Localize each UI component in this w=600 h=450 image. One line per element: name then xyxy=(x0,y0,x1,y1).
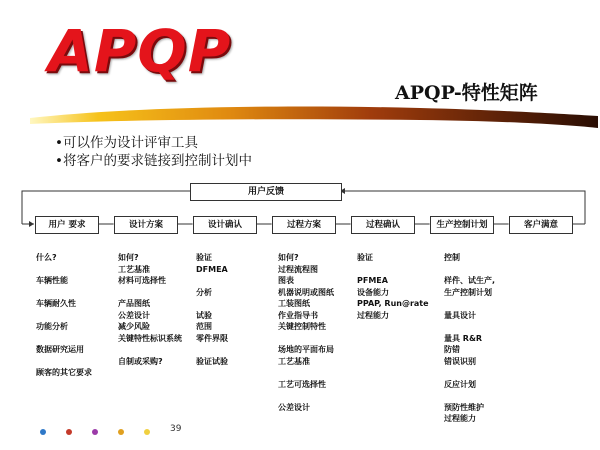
column-item xyxy=(36,356,92,368)
column-item: 过程能力 xyxy=(444,414,476,423)
column-item: 生产控制计划 xyxy=(444,287,492,297)
bullet-list xyxy=(55,134,252,170)
column-item xyxy=(444,321,495,333)
column-item: 减少风险 xyxy=(118,322,150,331)
stage-box-production-control-plan: 生产控制计划 xyxy=(430,216,494,234)
column-item: 过程能力 xyxy=(357,310,389,320)
column-item: 控制 xyxy=(444,253,460,262)
column-item xyxy=(278,390,334,402)
column-item xyxy=(278,367,334,379)
column-item: 关键特性标识系统 xyxy=(118,333,182,343)
bullet-item: •可以作为设计评审工具 xyxy=(55,135,198,151)
column-item: 错误识别 xyxy=(444,356,476,366)
column-item xyxy=(196,298,228,310)
stage-box-process-verification: 过程确认 xyxy=(351,216,415,234)
column-item: 自制或采购? xyxy=(118,356,163,366)
column-production-control xyxy=(444,252,495,425)
column-item xyxy=(118,287,182,299)
column-design-plan xyxy=(118,252,182,367)
stage-box-design-plan: 设计方案 xyxy=(114,216,178,234)
column-item: 功能分析 xyxy=(36,322,68,331)
column-item: 试验 xyxy=(196,310,212,320)
column-item: 工艺基准 xyxy=(278,356,310,366)
column-item xyxy=(444,367,495,379)
column-item: PFMEA xyxy=(357,276,388,285)
footer-dot xyxy=(144,429,150,435)
column-item: 范围 xyxy=(196,322,212,331)
column-item xyxy=(118,344,182,356)
column-item xyxy=(196,344,228,356)
apqp-logo: APQP xyxy=(48,17,232,85)
column-item: 验证 xyxy=(357,253,373,262)
column-item: 车辆性能 xyxy=(36,276,68,285)
column-item: 车辆耐久性 xyxy=(36,299,76,308)
column-item xyxy=(444,298,495,310)
stage-box-process-plan: 过程方案 xyxy=(272,216,336,234)
column-item: 验证试验 xyxy=(196,356,228,366)
column-item: 工装图纸 xyxy=(278,299,310,308)
column-item: 机器说明或图纸 xyxy=(278,287,334,297)
stage-box-customer-requirements: 用户 要求 xyxy=(35,216,99,234)
column-item: 场地的平面布局 xyxy=(278,345,334,354)
column-item: 工艺可选择性 xyxy=(278,379,326,389)
stage-box-customer-satisfaction: 客户满意 xyxy=(509,216,573,234)
page-number: 39 xyxy=(170,424,182,434)
column-item xyxy=(444,264,495,276)
column-item: 产品图纸 xyxy=(118,299,150,308)
page-title: APQP-特性矩阵 xyxy=(395,82,538,104)
column-item xyxy=(357,264,429,276)
column-item: 如何? xyxy=(118,253,139,262)
column-item: 防错 xyxy=(444,345,460,354)
column-item: 公差设计 xyxy=(118,310,150,320)
column-item xyxy=(196,275,228,287)
column-item: 如何? xyxy=(278,253,299,262)
column-item: 零件界限 xyxy=(196,333,228,343)
column-process-plan xyxy=(278,252,334,413)
stage-box-design-verification: 设计确认 xyxy=(193,216,257,234)
column-item xyxy=(36,310,92,322)
column-customer-requirements xyxy=(36,252,92,379)
column-item: 反应计划 xyxy=(444,379,476,389)
footer-dot xyxy=(118,429,124,435)
column-item: 图表 xyxy=(278,276,294,285)
column-item: 量具设计 xyxy=(444,310,476,320)
column-design-verification xyxy=(196,252,228,367)
column-item: 验证 xyxy=(196,253,212,262)
column-item: 顾客的其它要求 xyxy=(36,368,92,377)
column-item: 数据研究运用 xyxy=(36,345,84,354)
column-item: DFMEA xyxy=(196,264,228,274)
column-item: 分析 xyxy=(196,287,212,297)
feedback-box: 用户反馈 xyxy=(190,183,342,201)
column-item: 过程流程图 xyxy=(278,264,318,274)
column-item xyxy=(36,264,92,276)
column-item: PPAP, Run@rate xyxy=(357,299,429,308)
column-process-verification xyxy=(357,252,429,321)
column-item: 公差设计 xyxy=(278,402,310,412)
column-item: 样件、试生产, xyxy=(444,276,496,285)
column-item: 预防性维护 xyxy=(444,402,484,412)
column-item: 工艺基准 xyxy=(118,264,150,274)
column-item: 材料可选择性 xyxy=(118,276,166,285)
footer-dot xyxy=(66,429,72,435)
column-item xyxy=(36,333,92,345)
column-item xyxy=(278,333,334,345)
footer-dot xyxy=(40,429,46,435)
column-item xyxy=(36,287,92,299)
footer-dot xyxy=(92,429,98,435)
column-item: 量具 R&R xyxy=(444,333,483,343)
column-item: 什么? xyxy=(36,253,57,262)
column-item: 作业指导书 xyxy=(278,310,318,320)
bullet-item: •将客户的要求链接到控制计划中 xyxy=(55,153,252,169)
column-item: 关键控制特性 xyxy=(278,322,326,331)
column-item xyxy=(444,390,495,402)
column-item: 设备能力 xyxy=(357,287,389,297)
